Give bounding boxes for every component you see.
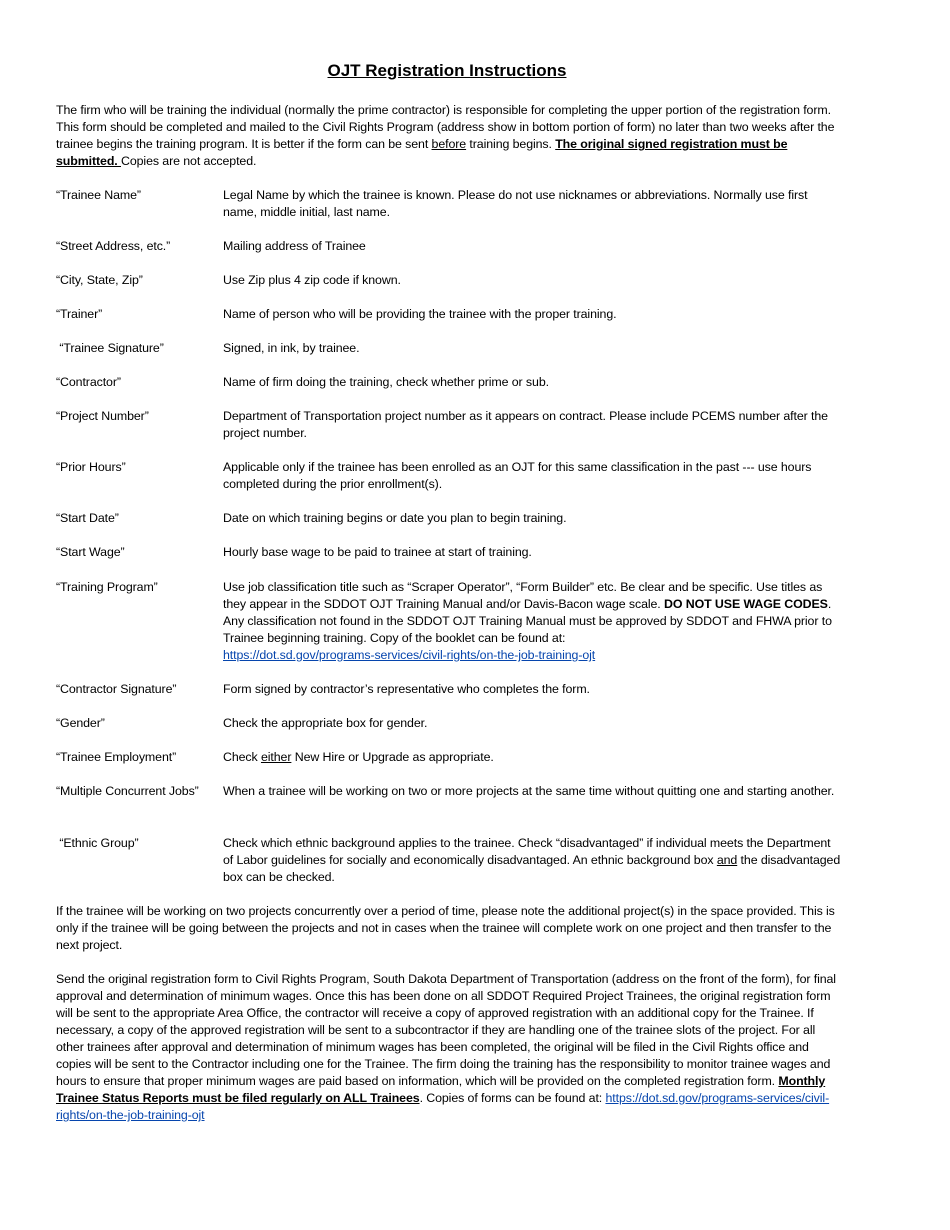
- monthly-status-reports-notice: Monthly Trainee Status Reports must be filed regularly on ALL Trainees: [56, 1074, 826, 1105]
- intro-before-underlined: before: [431, 137, 467, 151]
- field-label: “Trainee Name”: [56, 188, 141, 202]
- field-description: When a trainee will be working on two or more projects at the same time without quitting one and starting another.: [223, 784, 835, 798]
- field-label: “Prior Hours”: [56, 460, 126, 474]
- employment-text-1: Check: [223, 750, 261, 764]
- field-label: “Start Date”: [56, 511, 119, 525]
- field-description: Hourly base wage to be paid to trainee at start of training.: [223, 545, 532, 559]
- field-description: Date on which training begins or date you plan to begin training.: [223, 511, 567, 525]
- intro-text-1: The firm who will be training the individual (normally the prime contractor) is responsible for completing the upper portion of the registration form. This form should be completed and mailed to the Civil Rights Program (address show in bottom portion of form) no later than two weeks after the trainee begins the training program. It is better if the form can be sent: [56, 103, 835, 151]
- field-description: Applicable only if the trainee has been enrolled as an OJT for this same classification in the past --- use hours completed during the prior enrollment(s).: [223, 460, 812, 491]
- intro-original-signed-notice: The original signed registration must be submitted.: [56, 137, 788, 168]
- training-program-text-2: . Any classification not found in the SDDOT OJT Training Manual must be approved by SDDOT and FHWA prior to Trainee beginning training. Copy of the booklet can be found at:: [223, 597, 832, 645]
- intro-text-2: training begins.: [466, 137, 556, 151]
- field-label: “Street Address, etc.”: [56, 239, 171, 253]
- field-description: Signed, in ink, by trainee.: [223, 341, 360, 355]
- field-description: [223, 749, 843, 766]
- page-title: OJT Registration Instructions: [327, 61, 567, 80]
- ethnic-text-1: Check which ethnic background applies to the trainee. Check “disadvantaged” if individual meets the Department of Labor guidelines for socially and economically disadvantaged. An ethnic background box: [223, 836, 831, 867]
- field-label: “City, State, Zip”: [56, 273, 143, 287]
- field-label: “Contractor Signature”: [56, 682, 177, 696]
- field-label: “Trainer”: [56, 307, 103, 321]
- field-label: “Training Program”: [56, 580, 158, 594]
- field-label: “Project Number”: [56, 409, 149, 423]
- field-description: Form signed by contractor’s representative who completes the form.: [223, 682, 590, 696]
- ethnic-text-2: the disadvantaged box can be checked.: [223, 853, 841, 884]
- field-label: “Trainee Signature”: [56, 341, 164, 355]
- field-label: “Trainee Employment”: [56, 750, 177, 764]
- field-label: “Multiple Concurrent Jobs”: [56, 784, 199, 798]
- training-manual-link[interactable]: https://dot.sd.gov/programs-services/civil-rights/on-the-job-training-ojt: [223, 648, 596, 662]
- employment-either-underlined: either: [260, 750, 292, 764]
- field-description: [223, 579, 843, 664]
- concurrent-projects-paragraph: If the trainee will be working on two projects concurrently over a period of time, please note the additional project(s) in the space provided. This is only if the trainee will be going between the projects and not in cases when the trainee will complete work on one project and then transfer to the next project.: [56, 904, 835, 952]
- field-description: Use Zip plus 4 zip code if known.: [223, 273, 401, 287]
- field-label: “Ethnic Group”: [56, 836, 139, 850]
- send-form-paragraph: [56, 971, 846, 1124]
- field-description: Legal Name by which the trainee is known. Please do not use nicknames or abbreviations. Normally use first name, middle initial, last name.: [223, 188, 808, 219]
- field-description: Check the appropriate box for gender.: [223, 716, 428, 730]
- do-not-use-wage-codes: DO NOT USE WAGE CODES: [664, 597, 828, 611]
- send-text-1: Send the original registration form to Civil Rights Program, South Dakota Department of Transportation (address on the front of the form), for final approval and determination of minimum wages. Once this has been done on all SDDOT Required Project Trainees, the original registration form will be sent to the appropriate Area Office, the contractor will receive a copy of approved registration with an additional copy for the Trainee. If necessary, a copy of the approved registration will be sent to a subcontractor if they are handling one of the trainee slots of the project. For all other trainees after approval and determination of minimum wages has been completed, the original will be filed in the Civil Rights office and copies will be sent to the Contractor including one for the Trainee. The firm doing the training has the responsibility to monitor trainee wages and hours to ensure that proper minimum wages are paid based on information, which will be provided on the completed registration form.: [56, 972, 836, 1088]
- field-description: Name of firm doing the training, check whether prime or sub.: [223, 375, 549, 389]
- field-label: “Gender”: [56, 716, 105, 730]
- training-program-text-1: Use job classification title such as “Scraper Operator”, “Form Builder” etc. Be clear and be specific. Use titles as they appear in the SDDOT OJT Training Manual and/or Davis-Bacon wage scale.: [223, 580, 823, 611]
- intro-paragraph: [56, 102, 846, 170]
- intro-text-3: Copies are not accepted.: [121, 154, 257, 168]
- field-description: Mailing address of Trainee: [223, 239, 366, 253]
- forms-link[interactable]: https://dot.sd.gov/programs-services/civil-rights/on-the-job-training-ojt: [56, 1091, 830, 1122]
- field-description: [223, 835, 843, 886]
- field-description: Department of Transportation project number as it appears on contract. Please include PCEMS number after the project number.: [223, 409, 828, 440]
- field-label: “Start Wage”: [56, 545, 125, 559]
- field-description: Name of person who will be providing the trainee with the proper training.: [223, 307, 617, 321]
- ethnic-and-underlined: and: [716, 853, 738, 867]
- field-label: “Contractor”: [56, 375, 121, 389]
- employment-text-2: New Hire or Upgrade as appropriate.: [291, 750, 494, 764]
- send-text-2: . Copies of forms can be found at:: [419, 1091, 606, 1105]
